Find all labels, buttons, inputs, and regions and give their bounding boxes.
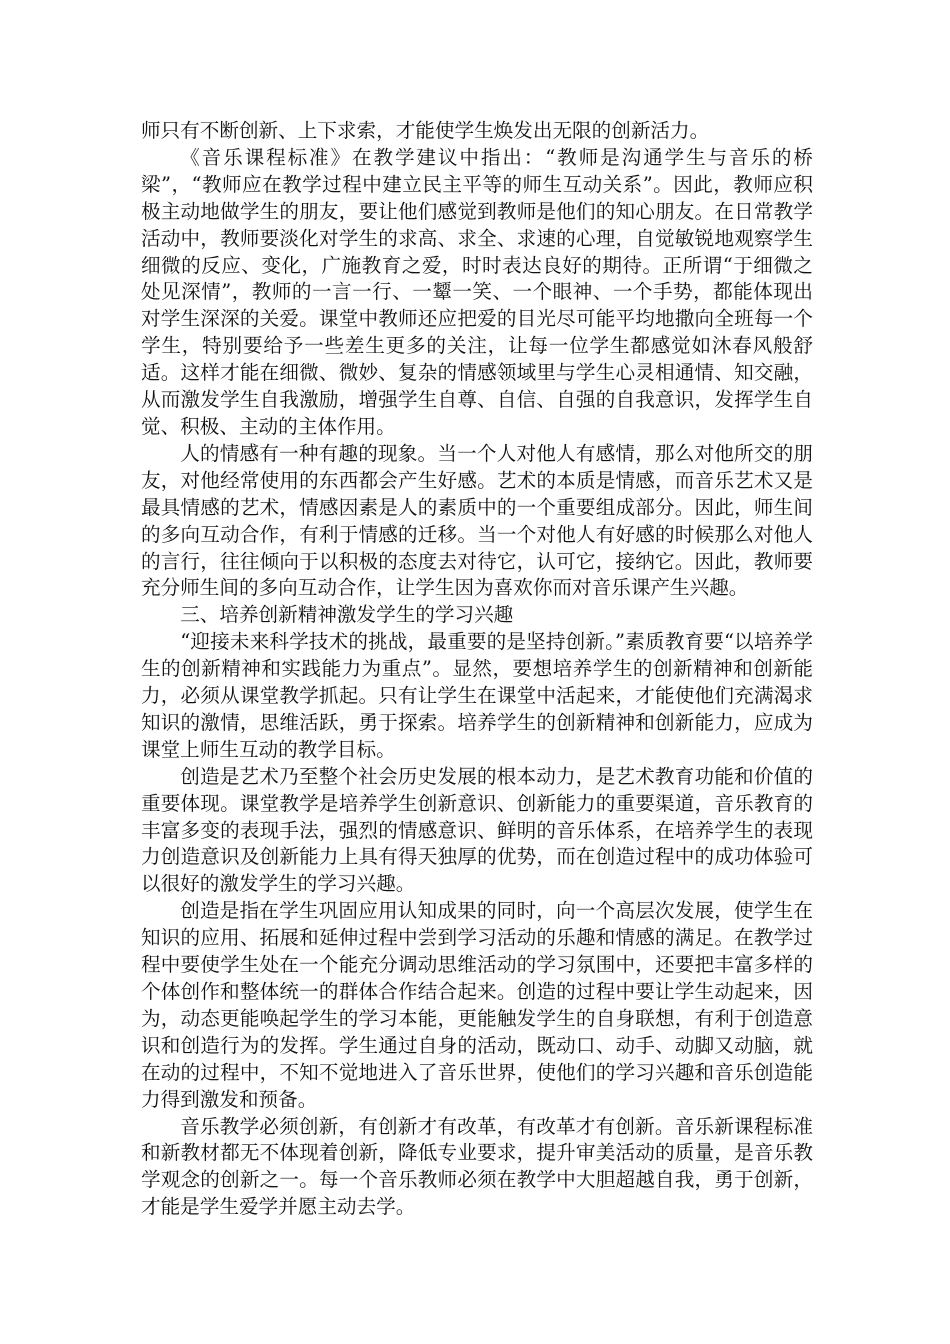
paragraph-continuation: 师只有不断创新、上下求索，才能使学生焕发出无限的创新活力。: [141, 119, 710, 142]
paragraph-creation-definition: 创造是指在学生巩固应用认知成果的同时，向一个高层次发展，使学生在知识的应用、拓展和延伸过程中尝到学习活动的乐趣和情感的满足。在教学过程中要使学生处在一个能充分调动思维活动的学习氛围中，还要把丰富多样的个体创作和整体统一的群体合作结合起来。创造的过程中要让学生动起来，因为，动态更能唤起学生的学习本能，更能触发学生的自身联想，有利于创造意识和创造行为的发挥。学生通过自身的活动，既动口、动手、动脚又动脑，就在动的过程中，不知不觉地进入了音乐世界，使他们的学习兴趣和音乐创造能力得到激发和预备。: [141, 899, 813, 1111]
paragraph-teaching-innovation: 音乐教学必须创新，有创新才有改革，有改革才有创新。音乐新课程标准和新教材都无不体现着创新，降低专业要求，提升审美活动的质量，是音乐教学观念的创新之一。每一个音乐教师必须在教学中大胆超越自我，勇于创新，才能是学生爱学并愿主动去学。: [141, 1114, 813, 1219]
document-body: [141, 118, 813, 1221]
paragraph-future-challenge: “迎接未来科学技术的挑战，最重要的是坚持创新。”素质教育要“以培养学生的创新精神和实践能力为重点”。显然，要想培养学生的创新精神和创新能力，必须从课堂教学抓起。只有让学生在课堂中活起来，才能使他们充满渴求知识的激情，思维活跃，勇于探索。培养学生的创新精神和创新能力，应成为课堂上师生互动的教学目标。: [141, 630, 813, 761]
paragraph-music-curriculum-standard: 《音乐课程标准》在教学建议中指出：“教师是沟通学生与音乐的桥梁”，“教师应在教学过程中建立民主平等的师生互动关系”。因此，教师应积极主动地做学生的朋友，要让他们感觉到教师是他们的知心朋友。在日常教学活动中，教师要淡化对学生的求高、求全、求速的心理，自觉敏锐地观察学生细微的反应、变化，广施教育之爱，时时表达良好的期待。正所谓“于细微之处见深情”，教师的一言一行、一颦一笑、一个眼神、一个手势，都能体现出对学生深深的关爱。课堂中教师还应把爱的目光尽可能平均地撒向全班每一个学生，特别要给予一些差生更多的关注，让每一位学生都感觉如沐春风般舒适。这样才能在细微、微妙、复杂的情感领域里与学生心灵相通情、知交融，从而激发学生自我激励，增强学生自尊、自信、自强的自我意识，发挥学生自觉、积极、主动的主体作用。: [141, 145, 813, 438]
paragraph-emotion-phenomenon: 人的情感有一种有趣的现象。当一个人对他人有感情，那么对他所交的朋友，对他经常使用的东西都会产生好感。艺术的本质是情感，而音乐艺术又是最具情感的艺术，情感因素是人的素质中的一个重要组成部分。因此，师生间的多向互动合作，有利于情感的迁移。当一个对他人有好感的时候那么对他人的言行，往往倾向于以积极的态度去对待它，认可它，接纳它。因此，教师要充分师生间的多向互动合作，让学生因为喜欢你而对音乐课产生兴趣。: [141, 441, 813, 600]
paragraph-creation-driving-force: 创造是艺术乃至整个社会历史发展的根本动力，是艺术教育功能和价值的重要体现。课堂教学是培养学生创新意识、创新能力的重要渠道，音乐教育的丰富多变的表现手法，强烈的情感意识、鲜明的音乐体系，在培养学生的表现力创造意识及创新能力上具有得天独厚的优势，而在创造过程中的成功体验可以很好的激发学生的学习兴趣。: [141, 764, 813, 896]
section-heading-innovation: 三、培养创新精神激发学生的学习兴趣: [180, 603, 514, 627]
